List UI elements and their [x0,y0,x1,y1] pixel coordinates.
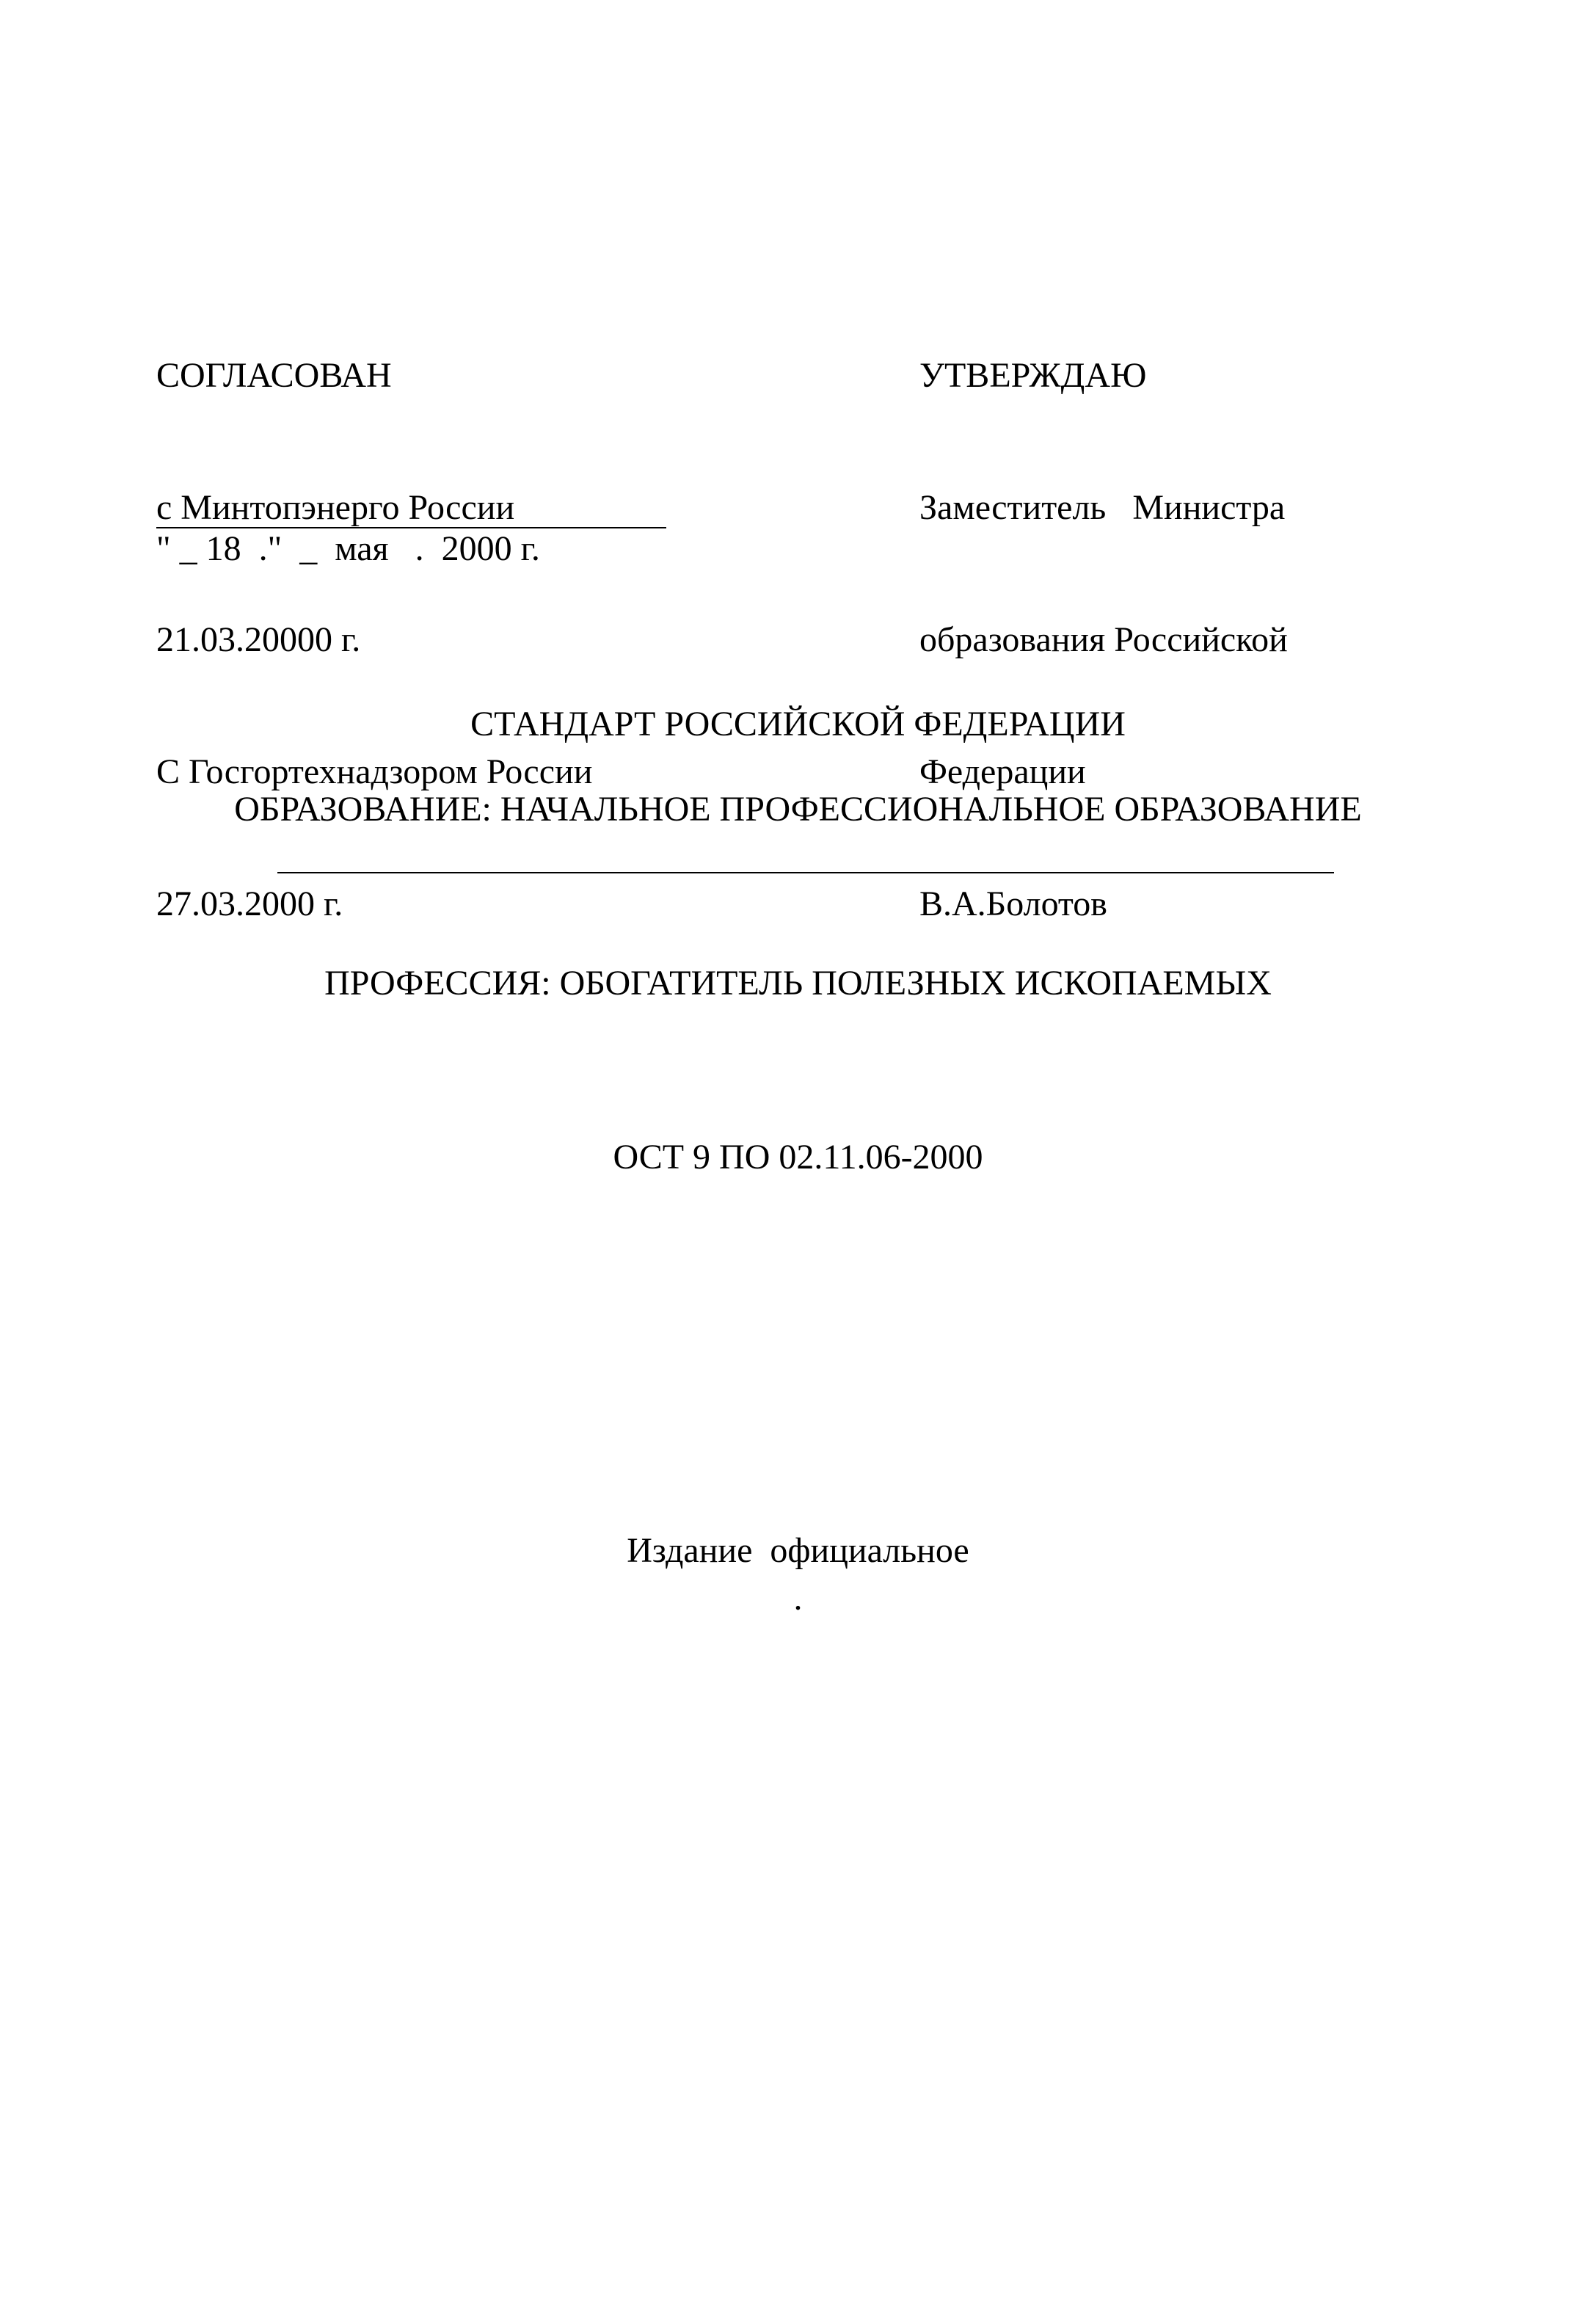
standard-code: ОСТ 9 ПО 02.11.06-2000 [613,1138,983,1177]
approval-approved-line: образования Российской [919,620,1288,659]
standard-title: СТАНДАРТ РОССИЙСКОЙ ФЕДЕРАЦИИ [470,705,1126,744]
education-title: ОБРАЗОВАНИЕ: НАЧАЛЬНОЕ ПРОФЕССИОНАЛЬНОЕ ОБРАЗОВАНИЕ [234,790,1362,829]
approval-agreed-line: 21.03.20000 г. [156,620,361,659]
approval-agreed-block [156,266,592,1014]
approval-agreed-line: с Минтопэнерго России [156,488,515,527]
signature-date: " _ 18 ." _ мая . 2000 г. [156,529,540,568]
approval-agreed-line: С Госгортехнадзором России [156,752,593,791]
edition-label: Издание официальное [627,1531,969,1570]
approval-approved-heading: УТВЕРЖДАЮ [919,356,1147,395]
profession-title: ПРОФЕССИЯ: ОБОГАТИТЕЛЬ ПОЛЕЗНЫХ ИСКОПАЕМЫХ [324,964,1272,1003]
approval-agreed-heading: СОГЛАСОВАН [156,356,392,395]
approval-approved-line: Заместитель Министра [919,488,1286,527]
edition-dot: . [793,1579,803,1618]
approval-approved-block [919,266,1288,1014]
approval-agreed-line: 27.03.2000 г. [156,884,343,923]
approval-approved-line: Федерации [919,752,1086,791]
title-divider [277,872,1334,873]
approval-approved-line: В.А.Болотов [919,884,1107,923]
